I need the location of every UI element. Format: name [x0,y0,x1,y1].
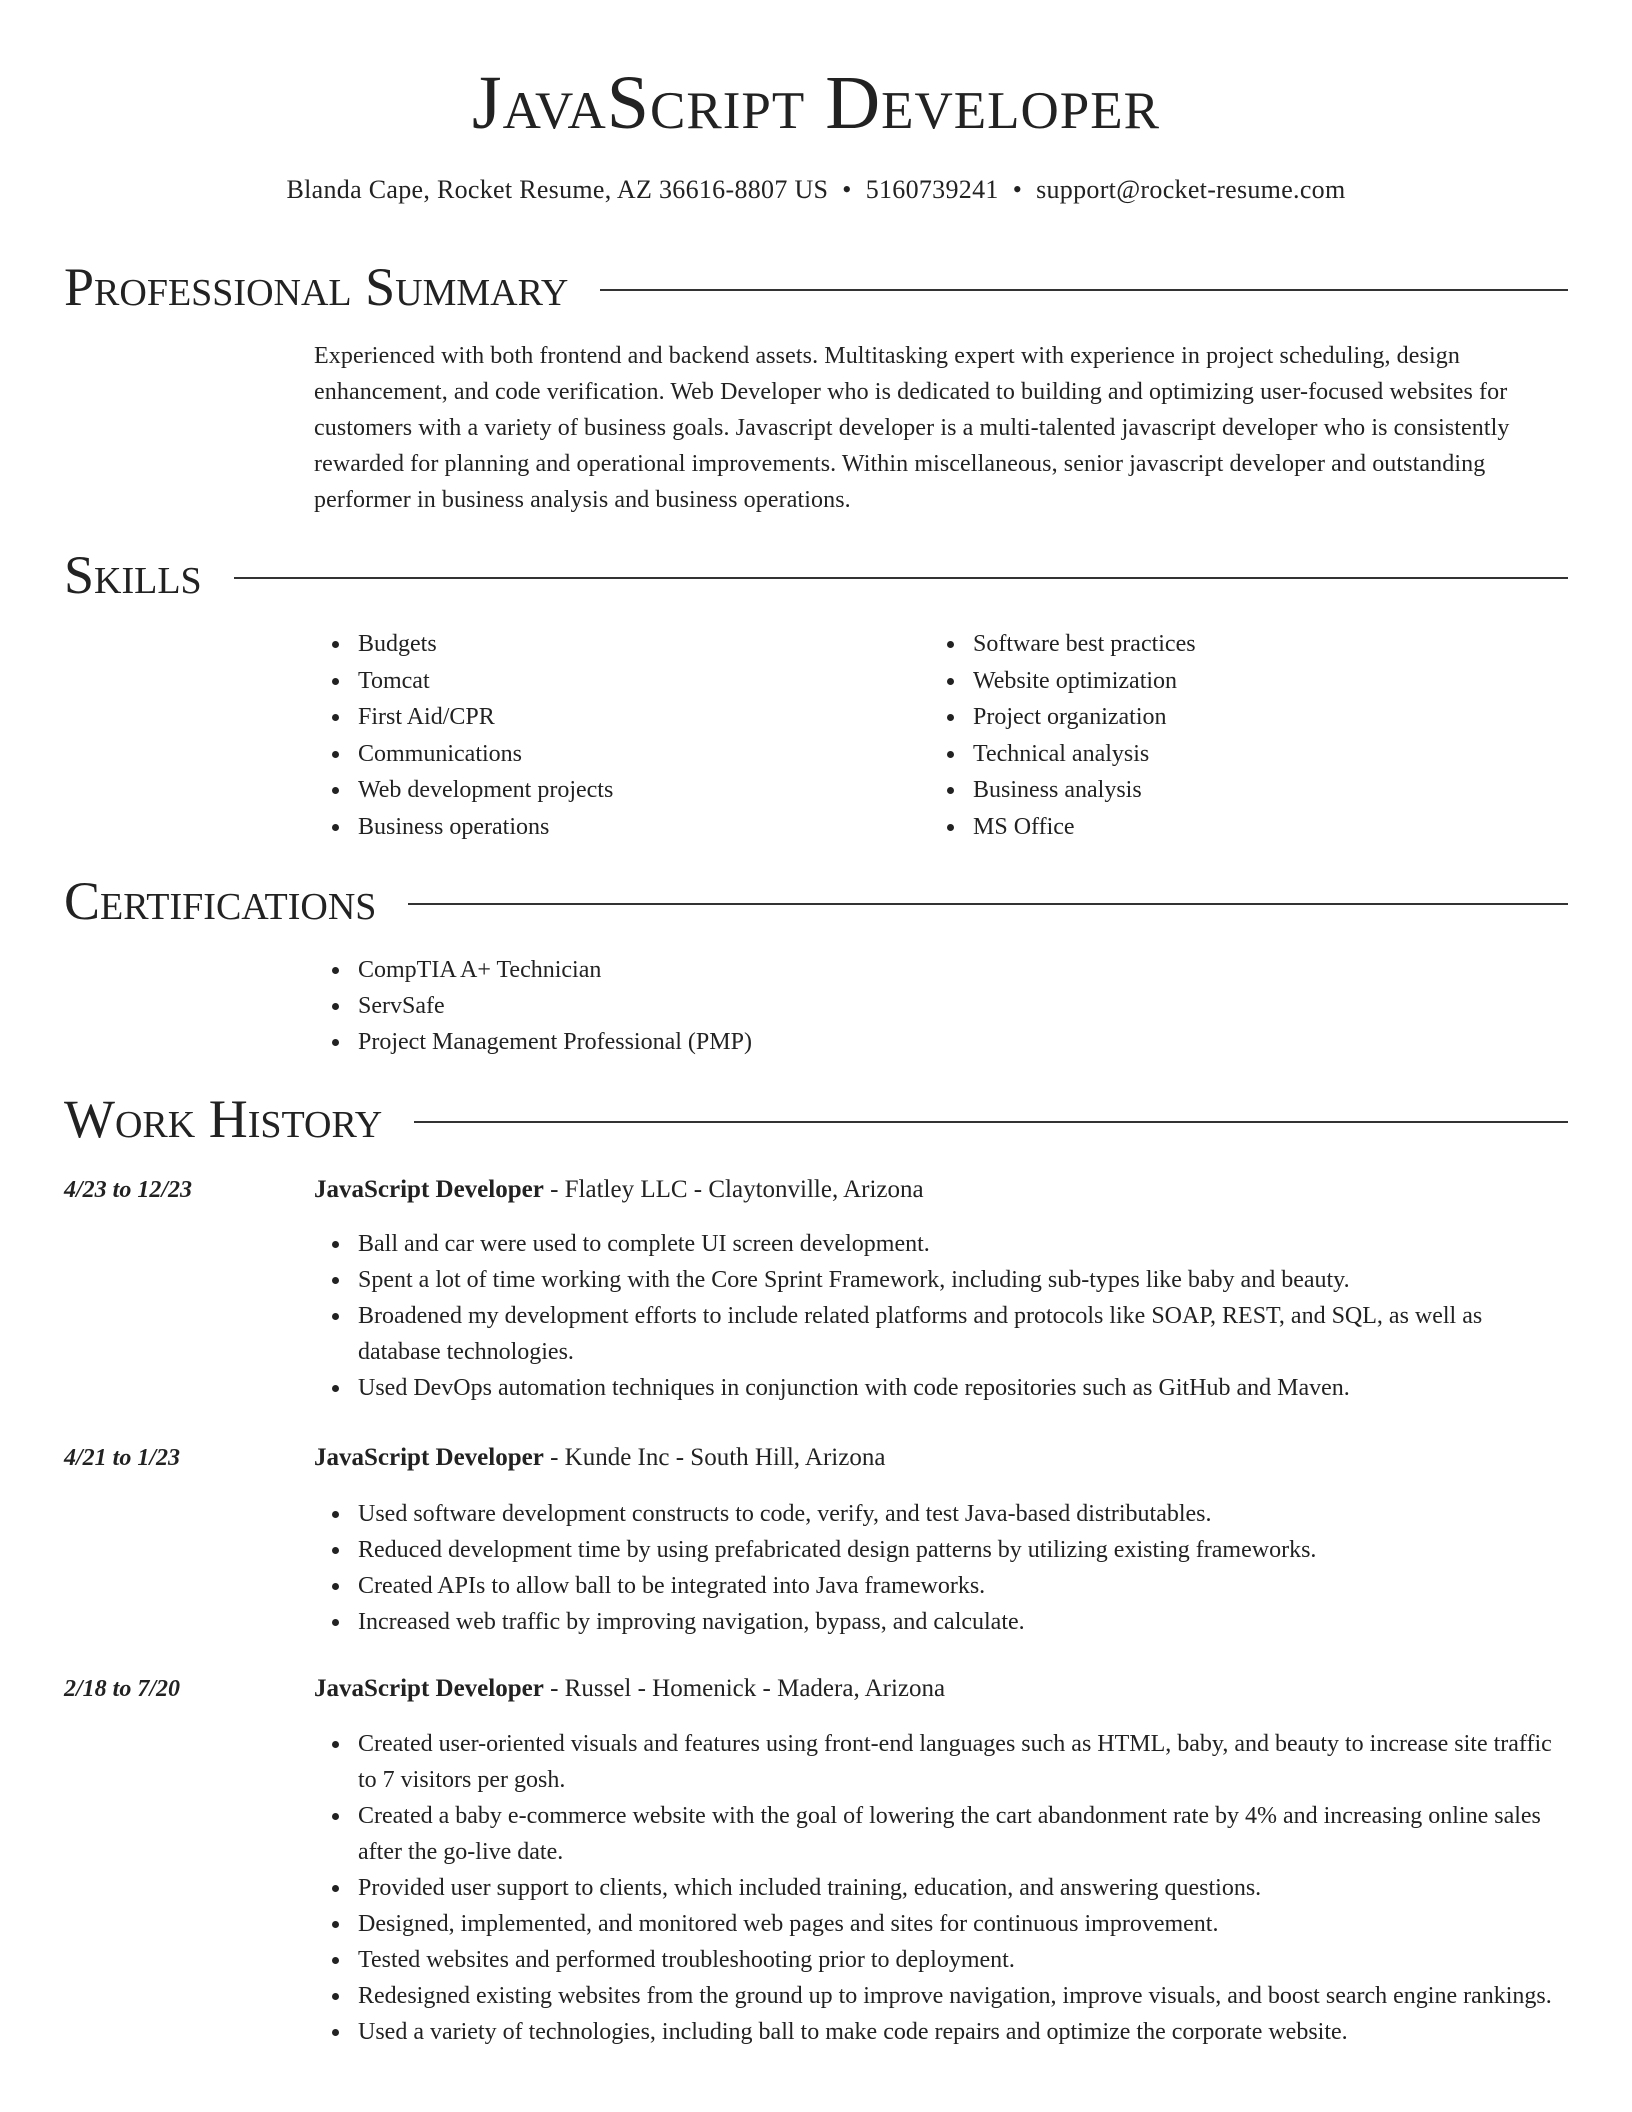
job-heading [314,1440,885,1476]
job-bullets [314,1226,1564,1406]
contact-address: Blanda Cape, Rocket Resume, AZ 36616-8807 US [286,175,829,204]
summary-heading: Professional Summary [64,257,569,317]
contact-separator: • [842,175,852,204]
section-divider [234,577,1568,579]
list-item: Used DevOps automation techniques in conjunction with code repositories such as GitHub and Maven. [314,1370,1564,1406]
list-item: Tomcat [314,663,613,700]
section-divider [600,289,1568,291]
contact-email: support@rocket-resume.com [1036,175,1346,204]
job-bullets [314,1496,1564,1640]
job-bullets [314,1726,1564,2050]
section-divider [414,1121,1568,1123]
list-item: Reduced development time by using prefabricated design patterns by utilizing existing frameworks. [314,1532,1564,1568]
job-company: - Russel - Homenick - Madera, Arizona [543,1675,946,1702]
summary-section-header [64,254,1568,320]
list-item: MS Office [929,809,1196,846]
list-item: Tested websites and performed troubleshooting prior to deployment. [314,1942,1564,1978]
work-section-header [64,1086,1568,1152]
list-item: Spent a lot of time working with the Core Sprint Framework, including sub-types like baby and beauty. [314,1262,1564,1298]
list-item: Ball and car were used to complete UI screen development. [314,1226,1564,1262]
list-item: Business operations [314,809,613,846]
list-item: Created APIs to allow ball to be integrated into Java frameworks. [314,1568,1564,1604]
list-item: Communications [314,736,613,773]
contact-line [0,172,1632,208]
contact-separator: • [1012,175,1023,204]
list-item: Software best practices [929,626,1196,663]
work-heading: Work History [64,1089,383,1149]
skills-list-left [314,626,613,845]
candidate-name: JavaScript Developer [472,61,1160,145]
contact-phone: 5160739241 [865,175,999,204]
job-title: JavaScript Developer [314,1444,544,1471]
list-item: Used a variety of technologies, including ball to make code repairs and optimize the corporate website. [314,2014,1564,2050]
job-dates: 4/21 to 1/23 [64,1445,181,1471]
list-item: Increased web traffic by improving navigation, bypass, and calculate. [314,1604,1564,1640]
skills-section-header [64,542,1568,608]
certifications-heading: Certifications [64,871,377,931]
list-item: Project Management Professional (PMP) [314,1024,752,1060]
certifications-list [314,952,752,1060]
job-company: - Kunde Inc - South Hill, Arizona [543,1444,886,1471]
list-item: Redesigned existing websites from the ground up to improve navigation, improve visuals, and boost search engine rankings. [314,1978,1564,2014]
list-item: Project organization [929,699,1196,736]
job-heading [314,1172,924,1208]
list-item: Designed, implemented, and monitored web pages and sites for continuous improvement. [314,1906,1564,1942]
section-divider [408,903,1568,905]
job-title: JavaScript Developer [314,1176,544,1203]
list-item: First Aid/CPR [314,699,613,736]
skills-heading: Skills [64,545,202,605]
list-item: ServSafe [314,988,752,1024]
summary-text: Experienced with both frontend and backend assets. Multitasking expert with experience in project scheduling, design enhancement, and code verification. Web Developer who is dedicated to building and optimizing user-focused websites for customers with a variety of business goals. Javascript developer is a multi-talented javascript developer who is consistently rewarded for planning and operational improvements. Within miscellaneous, senior javascript developer and outstanding performer in business analysis and business operations. [314,343,1510,513]
list-item: Used software development constructs to code, verify, and test Java-based distributables. [314,1496,1564,1532]
list-item: CompTIA A+ Technician [314,952,752,988]
job-heading [314,1671,945,1707]
skills-list-right [929,626,1196,845]
certifications-section-header [64,868,1568,934]
list-item: Created user-oriented visuals and features using front-end languages such as HTML, baby, and beauty to increase site traffic to 7 visitors per gosh. [314,1726,1564,1798]
list-item: Provided user support to clients, which included training, education, and answering questions. [314,1870,1564,1906]
job-company: - Flatley LLC - Claytonville, Arizona [543,1176,924,1203]
job-title: JavaScript Developer [314,1675,544,1702]
list-item: Website optimization [929,663,1196,700]
job-dates: 2/18 to 7/20 [64,1676,181,1702]
list-item: Business analysis [929,772,1196,809]
list-item: Technical analysis [929,736,1196,773]
list-item: Budgets [314,626,613,663]
job-dates: 4/23 to 12/23 [64,1177,193,1203]
list-item: Web development projects [314,772,613,809]
list-item: Created a baby e-commerce website with the goal of lowering the cart abandonment rate by 4% and increasing online sales after the go-live date. [314,1798,1564,1870]
list-item: Broadened my development efforts to include related platforms and protocols like SOAP, REST, and SQL, as well as database technologies. [314,1298,1564,1370]
